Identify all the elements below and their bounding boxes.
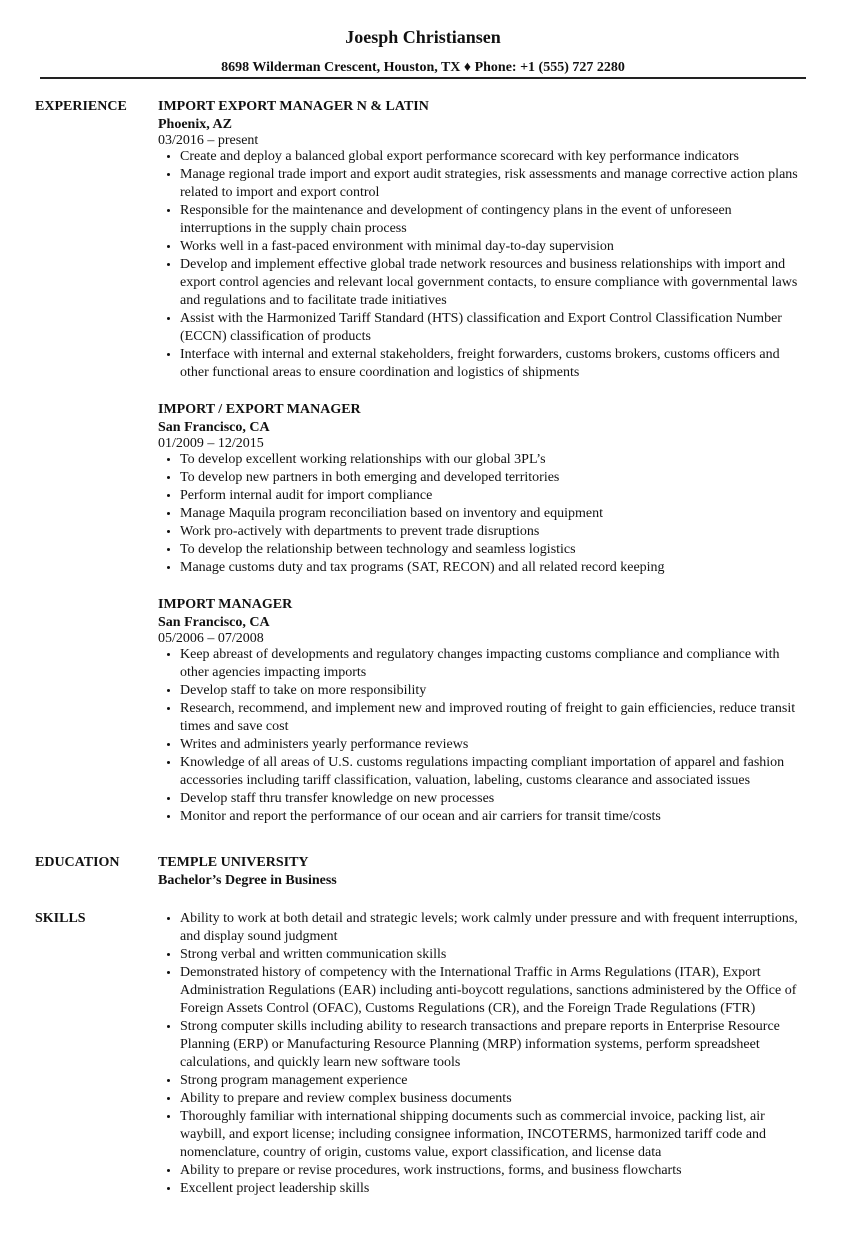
skill-item: • Thoroughly familiar with international shipping documents such as commercial invoice, packing list, air waybill, and export license; including consignee information, INCOTERMS, harmonized tariff code and nomenclature, country of origin, customs value, export classification, and license data	[180, 1108, 806, 1162]
experience-body	[158, 98, 806, 826]
skill-item: • Strong computer skills including ability to research transactions and prepare reports in Enterprise Resource Planning (ERP) or Manufacturing Resource Planning (MRP) information systems, perform spreadsheet calculations, and quickly learn new software tools	[180, 1018, 806, 1072]
resume-content	[0, 98, 860, 1198]
contact-line: 8698 Wilderman Crescent, Houston, TX ♦ Phone: +1 (555) 727 2280	[221, 60, 625, 75]
skill-item: • Ability to prepare or revise procedures, work instructions, forms, and business flowcharts	[180, 1162, 806, 1180]
job-title: IMPORT EXPORT MANAGER N & LATIN	[158, 99, 429, 114]
skills-body	[158, 910, 806, 1198]
skill-item: • Ability to prepare and review complex business documents	[180, 1090, 806, 1108]
bullet-item: • Interface with internal and external stakeholders, freight forwarders, customs brokers, customs officers and other functional areas to ensure coordination and logistics of shipments	[180, 346, 806, 382]
header-divider	[40, 77, 806, 79]
bullet-item: • Manage regional trade import and export audit strategies, risk assessments and manage corrective action plans related to import and export control	[180, 166, 806, 202]
education-body	[158, 854, 806, 890]
bullet-item: • Create and deploy a balanced global export performance scorecard with key performance indicators	[180, 148, 806, 166]
experience-heading: EXPERIENCE	[35, 99, 127, 114]
skill-item: • Demonstrated history of competency with the International Traffic in Arms Regulations (ITAR), Export Administration Regulations (EAR) including anti-boycott regulations, sanctions administered by the Office of Foreign Assets Control (OFAC), Customs Regulations (CR), and the Foreign Trade Regulations (FTR)	[180, 964, 806, 1018]
bullet-item: • Research, recommend, and implement new and improved routing of freight to gain efficiencies, reduce transit times and save cost	[180, 700, 806, 736]
bullet-item: • To develop new partners in both emerging and developed territories	[180, 469, 806, 487]
bullet-item: • Develop staff thru transfer knowledge on new processes	[180, 790, 806, 808]
job-location: San Francisco, CA	[158, 420, 270, 435]
bullet-item: • Manage Maquila program reconciliation based on inventory and equipment	[180, 505, 806, 523]
education-heading: EDUCATION	[35, 855, 120, 870]
resume-name: Joesph Christiansen	[345, 27, 501, 47]
job-bullets	[158, 148, 806, 382]
bullet-item: • Develop and implement effective global trade network resources and business relationships with import and export control agencies and relevant local government contacts, to ensure compliance with governmental laws and regulations and to facilitate trade initiatives	[180, 256, 806, 310]
skill-item: • Strong program management experience	[180, 1072, 806, 1090]
bullet-item: • Develop staff to take on more responsibility	[180, 682, 806, 700]
degree: Bachelor’s Degree in Business	[158, 873, 337, 888]
bullet-item: • Responsible for the maintenance and development of contingency plans in the event of unforeseen interruptions in the supply chain process	[180, 202, 806, 238]
bullet-item: • Knowledge of all areas of U.S. customs regulations impacting compliant importation of apparel and fashion accessories including tariff classification, valuation, labeling, customs clearance and associated issues	[180, 754, 806, 790]
skills-heading: SKILLS	[35, 911, 86, 926]
job-bullets	[158, 451, 806, 577]
bullet-item: • Manage customs duty and tax programs (SAT, RECON) and all related record keeping	[180, 559, 806, 577]
job-location: San Francisco, CA	[158, 615, 270, 630]
bullet-item: • To develop the relationship between technology and seamless logistics	[180, 541, 806, 559]
skills-section	[0, 910, 860, 1198]
job-bullets	[158, 646, 806, 826]
job-title: IMPORT MANAGER	[158, 597, 293, 612]
bullet-item: • To develop excellent working relationships with our global 3PL’s	[180, 451, 806, 469]
bullet-item: • Monitor and report the performance of our ocean and air carriers for transit time/costs	[180, 808, 806, 826]
job-dates: 01/2009 – 12/2015	[158, 436, 264, 451]
job-entry	[158, 98, 806, 382]
bullet-item: • Keep abreast of developments and regulatory changes impacting customs compliance and compliance with other agencies impacting imports	[180, 646, 806, 682]
job-entry	[158, 596, 806, 826]
job-dates: 05/2006 – 07/2008	[158, 631, 264, 646]
job-title: IMPORT / EXPORT MANAGER	[158, 402, 361, 417]
skill-item: • Ability to work at both detail and strategic levels; work calmly under pressure and with frequent interruptions, and display sound judgment	[180, 910, 806, 946]
job-location: Phoenix, AZ	[158, 117, 232, 132]
skill-item: • Strong verbal and written communication skills	[180, 946, 806, 964]
bullet-item: • Works well in a fast-paced environment with minimal day-to-day supervision	[180, 238, 806, 256]
experience-section	[0, 98, 860, 826]
skills-list	[158, 910, 806, 1198]
job-dates: 03/2016 – present	[158, 133, 259, 148]
bullet-item: • Work pro-actively with departments to prevent trade disruptions	[180, 523, 806, 541]
education-section	[0, 854, 860, 890]
bullet-item: • Perform internal audit for import compliance	[180, 487, 806, 505]
school-name: TEMPLE UNIVERSITY	[158, 855, 309, 870]
bullet-item: • Assist with the Harmonized Tariff Standard (HTS) classification and Export Control Classification Number (ECCN) classification of products	[180, 310, 806, 346]
job-entry	[158, 401, 806, 577]
bullet-item: • Writes and administers yearly performance reviews	[180, 736, 806, 754]
skill-item: • Excellent project leadership skills	[180, 1180, 806, 1198]
